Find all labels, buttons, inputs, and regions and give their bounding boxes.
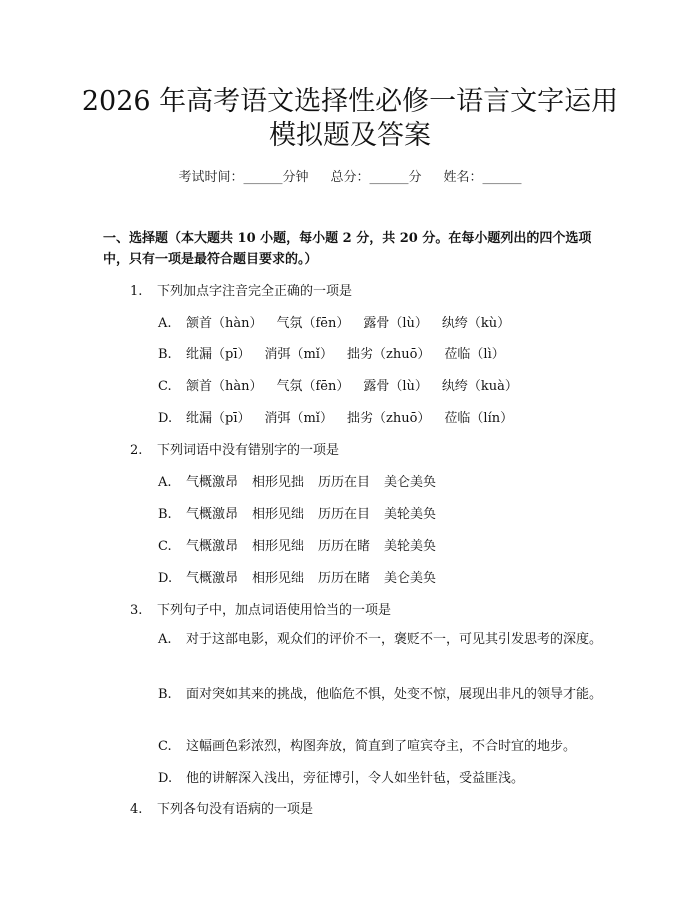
option-label: C. (158, 539, 172, 554)
option-label: B. (158, 687, 172, 702)
question-4 (130, 801, 313, 819)
option-word: 气概激昂 (186, 571, 239, 586)
option-word: 美轮美奂 (384, 539, 437, 554)
option-label: D. (158, 411, 173, 426)
option-label: A. (158, 316, 172, 331)
option-word: 历历在目 (318, 507, 371, 522)
question-2 (130, 442, 339, 460)
page-subtitle: 模拟题及答案 (269, 120, 431, 151)
q3-option-c (103, 736, 603, 758)
section-heading: 一、选择题（本大题共 10 小题，每小题 2 分，共 20 分。在每小题列出的四个选项中，只有一项是最符合题目要求的。） (103, 231, 592, 267)
q1-option-a (158, 315, 524, 333)
option-label: A. (158, 632, 172, 647)
q1-option-b (158, 346, 519, 364)
question-stem: 下列句子中，加点词语使用恰当的一项是 (157, 603, 392, 618)
q2-option-c (158, 538, 450, 556)
option-word: 相形见绌 (252, 539, 305, 554)
option-word: 历历在睹 (318, 571, 371, 586)
exam-name-field: 姓名：______ (443, 170, 522, 185)
question-number: 1. (130, 284, 143, 299)
q3-option-a (103, 629, 603, 651)
option-word: 拙劣（zhuō） (346, 411, 431, 426)
option-word: 露骨（lù） (363, 316, 428, 331)
option-text: 他的讲解深入浅出，旁征博引，令人如坐针毡，受益匪浅。 (186, 771, 525, 786)
option-word: 露骨（lù） (363, 379, 428, 394)
option-text: 这幅画色彩浓烈，构图奔放，简直到了喧宾夺主，不合时宜的地步。 (186, 739, 577, 754)
option-text: 面对突如其来的挑战，他临危不惧，处变不惊，展现出非凡的领导才能。 (186, 687, 603, 702)
option-text: 对于这部电影，观众们的评价不一，褒贬不一，可见其引发思考的深度。 (186, 632, 603, 647)
option-word: 气氛（fēn） (276, 379, 350, 394)
q2-option-d (158, 570, 450, 588)
exam-info (0, 169, 700, 187)
option-word: 美轮美奂 (384, 507, 437, 522)
option-word: 纨绔（kuà） (441, 379, 518, 394)
option-label: B. (158, 507, 172, 522)
option-word: 纨绔（kù） (441, 316, 511, 331)
option-word: 莅临（lín） (444, 411, 514, 426)
option-word: 颔首（hàn） (186, 379, 263, 394)
question-stem: 下列各句没有语病的一项是 (157, 802, 314, 817)
page-title: 2026 年高考语文选择性必修一语言文字运用 (81, 86, 619, 117)
q1-option-c (158, 378, 532, 396)
option-label: D. (158, 771, 173, 786)
option-word: 气概激昂 (186, 539, 239, 554)
option-label: C. (158, 379, 172, 394)
option-word: 相形见绌 (252, 507, 305, 522)
option-word: 莅临（lì） (444, 347, 505, 362)
option-word: 消弭（mǐ） (264, 347, 333, 362)
exam-time-field: 考试时间：______分钟 (178, 170, 309, 185)
question-stem: 下列加点字注音完全正确的一项是 (157, 284, 353, 299)
option-word: 纰漏（pī） (186, 411, 251, 426)
q2-option-b (158, 506, 450, 524)
option-label: D. (158, 571, 173, 586)
q1-option-d (158, 410, 527, 428)
option-word: 消弭（mǐ） (264, 411, 333, 426)
option-label: A. (158, 475, 172, 490)
question-number: 3. (130, 603, 143, 618)
option-word: 颔首（hàn） (186, 316, 263, 331)
option-word: 美仑美奂 (384, 475, 437, 490)
question-3 (130, 602, 391, 620)
option-label: B. (158, 347, 172, 362)
question-number: 2. (130, 443, 143, 458)
option-word: 气概激昂 (186, 475, 239, 490)
option-word: 纰漏（pī） (186, 347, 251, 362)
option-word: 历历在目 (318, 475, 371, 490)
q3-option-d (103, 768, 603, 790)
option-label: C. (158, 739, 172, 754)
question-stem: 下列词语中没有错别字的一项是 (157, 443, 340, 458)
option-word: 相形见绌 (252, 571, 305, 586)
q3-option-b (103, 684, 603, 706)
option-word: 拙劣（zhuō） (346, 347, 431, 362)
option-word: 气概激昂 (186, 507, 239, 522)
option-word: 相形见拙 (252, 475, 305, 490)
question-number: 4. (130, 802, 143, 817)
option-word: 历历在睹 (318, 539, 371, 554)
question-1 (130, 283, 352, 301)
exam-score-field: 总分：______分 (330, 170, 422, 185)
q2-option-a (158, 474, 450, 492)
option-word: 气氛（fēn） (276, 316, 350, 331)
option-word: 美仑美奂 (384, 571, 437, 586)
